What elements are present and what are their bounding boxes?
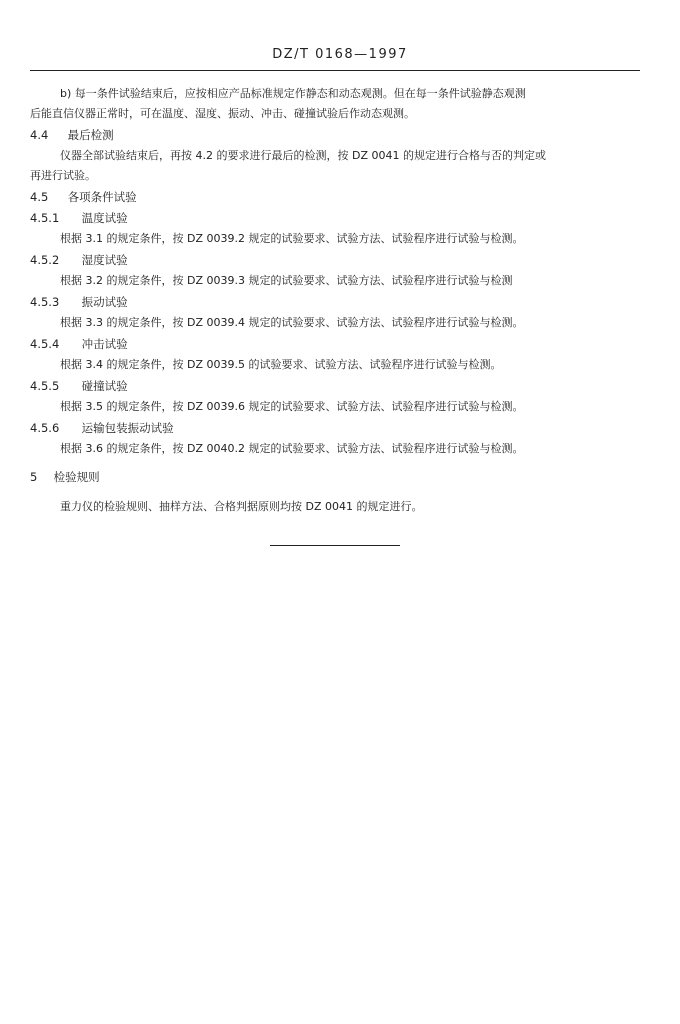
- section-4-5-1-text: 根据 3.1 的规定条件，按 DZ 0039.2 规定的试验要求、试验方法、试验程序进行试验与检测。: [60, 232, 524, 245]
- section-4-4-number: 4.4: [30, 128, 49, 142]
- page-header-title: DZ/T 0168—1997: [272, 47, 408, 62]
- section-4-5-6-title: 运输包装振动试验: [81, 421, 174, 435]
- section-4-5-title: 各项条件试验: [67, 190, 137, 204]
- section-4-5-5-text: 根据 3.5 的规定条件，按 DZ 0039.6 规定的试验要求、试验方法、试验程序进行试验与检测。: [60, 400, 524, 413]
- section-4-5-2-number: 4.5.2: [30, 253, 60, 267]
- section-5-number: 5: [30, 470, 38, 484]
- section-4-5-2-text: 根据 3.2 的规定条件，按 DZ 0039.3 规定的试验要求、试验方法、试验程序进行试验与检测: [60, 274, 513, 287]
- section-5-text: 重力仪的检验规则、抽样方法、合格判据原则均按 DZ 0041 的规定进行。: [60, 500, 423, 513]
- section-4-5-1-title: 温度试验: [81, 211, 128, 225]
- section-4-5-3-text: 根据 3.3 的规定条件，按 DZ 0039.4 规定的试验要求、试验方法、试验程序进行试验与检测。: [60, 316, 524, 329]
- section-4-5-5-heading: [30, 378, 640, 394]
- section-4-5-5-title: 碰撞试验: [81, 379, 128, 393]
- section-4-5-4-heading: [30, 336, 640, 352]
- section-4-5-number: 4.5: [30, 190, 49, 204]
- section-4-5-heading: [30, 189, 640, 205]
- section-4-5-3-heading: [30, 294, 640, 310]
- section-4-5-1-heading: [30, 210, 640, 226]
- section-4-5-6-text: 根据 3.6 的规定条件，按 DZ 0040.2 规定的试验要求、试验方法、试验程序进行试验与检测。: [60, 442, 524, 455]
- section-4-4-heading: [30, 127, 640, 143]
- section-4-5-6-heading: [30, 420, 640, 436]
- header-divider: [30, 70, 640, 71]
- paragraph-b-line-1: b) 每一条件试验结束后，应按相应产品标准规定作静态和动态观测。但在每一条件试验静态观测: [60, 87, 526, 100]
- section-4-4-line-2: 再进行试验。: [30, 169, 96, 182]
- section-4-5-3-number: 4.5.3: [30, 295, 60, 309]
- section-4-5-6-number: 4.5.6: [30, 421, 60, 435]
- section-4-5-2-heading: [30, 252, 640, 268]
- section-5-heading: [30, 469, 640, 485]
- section-4-5-2-title: 湿度试验: [81, 253, 128, 267]
- section-4-4-title: 最后检测: [67, 128, 114, 142]
- paragraph-b-line-2: 后能直信仪器正常时，可在温度、湿度、振动、冲击、碰撞试验后作动态观测。: [30, 107, 415, 120]
- section-4-5-4-number: 4.5.4: [30, 337, 60, 351]
- section-4-5-3-title: 振动试验: [81, 295, 128, 309]
- section-4-4-line-1: 仪器全部试验结束后，再按 4.2 的要求进行最后的检测，按 DZ 0041 的规定进行合格与否的判定或: [60, 149, 546, 162]
- section-4-5-5-number: 4.5.5: [30, 379, 60, 393]
- section-4-5-4-title: 冲击试验: [81, 337, 128, 351]
- end-of-document-rule: [270, 545, 400, 546]
- section-4-5-4-text: 根据 3.4 的规定条件，按 DZ 0039.5 的试验要求、试验方法、试验程序进行试验与检测。: [60, 358, 502, 371]
- section-4-5-1-number: 4.5.1: [30, 211, 60, 225]
- section-5-title: 检验规则: [53, 470, 100, 484]
